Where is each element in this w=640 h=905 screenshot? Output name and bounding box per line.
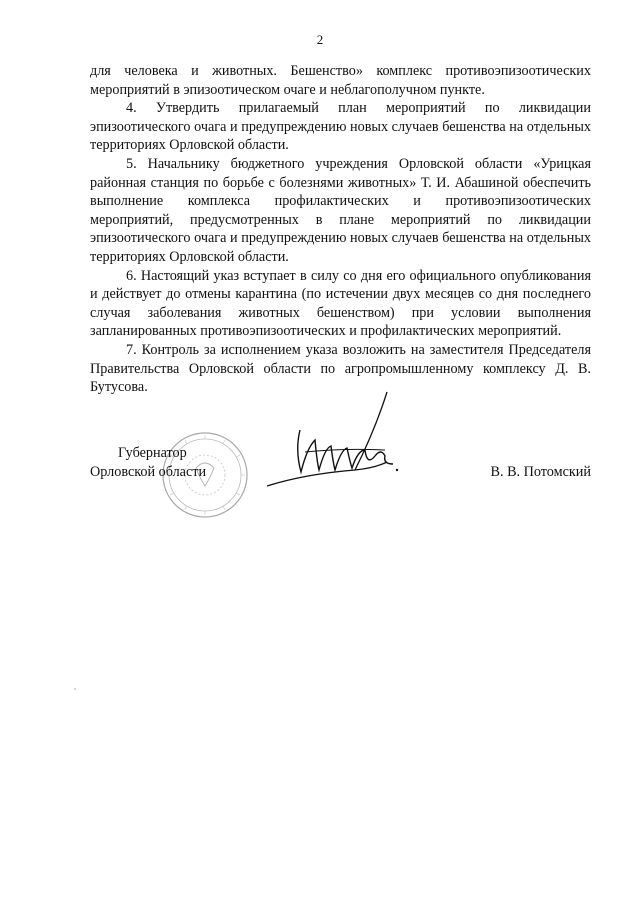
signature-block xyxy=(0,430,640,550)
paragraph-continuation: для человека и животных. Бешенство» комплекс противоэпизоотических мероприятий в эпизоотическом очаге и неблагополучном пункте. xyxy=(90,63,591,98)
signatory-name: В. В. Потомский xyxy=(490,464,591,480)
paragraph-item-6: 6. Настоящий указ вступает в силу со дня его официального опубликования и действует до отмены карантина (по истечении двух месяцев со дня последнего случая заболевания животных бешенством) при условии выполнения запланированных противоэпизоотических и профилактических мероприятий. xyxy=(90,267,591,340)
document-body xyxy=(90,62,591,397)
signatory-title: Губернатор xyxy=(118,445,187,461)
paragraph-item-4: 4. Утвердить прилагаемый план мероприятий по ликвидации эпизоотического очага и предупреждению новых случаев бешенства на отдельных территориях Орловской области. xyxy=(90,100,591,154)
paragraph-item-5: 5. Начальнику бюджетного учреждения Орловской области «Урицкая районная станция по борьбе с болезнями животных» Т. И. Абашиной обеспечить выполнение комплекса профилактических и противоэпизоотических мероприятий, предусмотренных в плане мероприятий по ликвидации эпизоотического очага и предупреждению новых случаев бешенства на отдельных территориях Орловской области. xyxy=(90,155,591,265)
handwritten-signature-icon xyxy=(255,390,405,500)
paragraph-item-7: 7. Контроль за исполнением указа возложить на заместителя Председателя Правительства Орловской области по агропромышленному комплексу Д. В. Бутусова. xyxy=(90,341,591,396)
page-number: 2 xyxy=(316,32,324,47)
signatory-region: Орловской области xyxy=(90,464,207,480)
scan-speck xyxy=(74,688,76,690)
